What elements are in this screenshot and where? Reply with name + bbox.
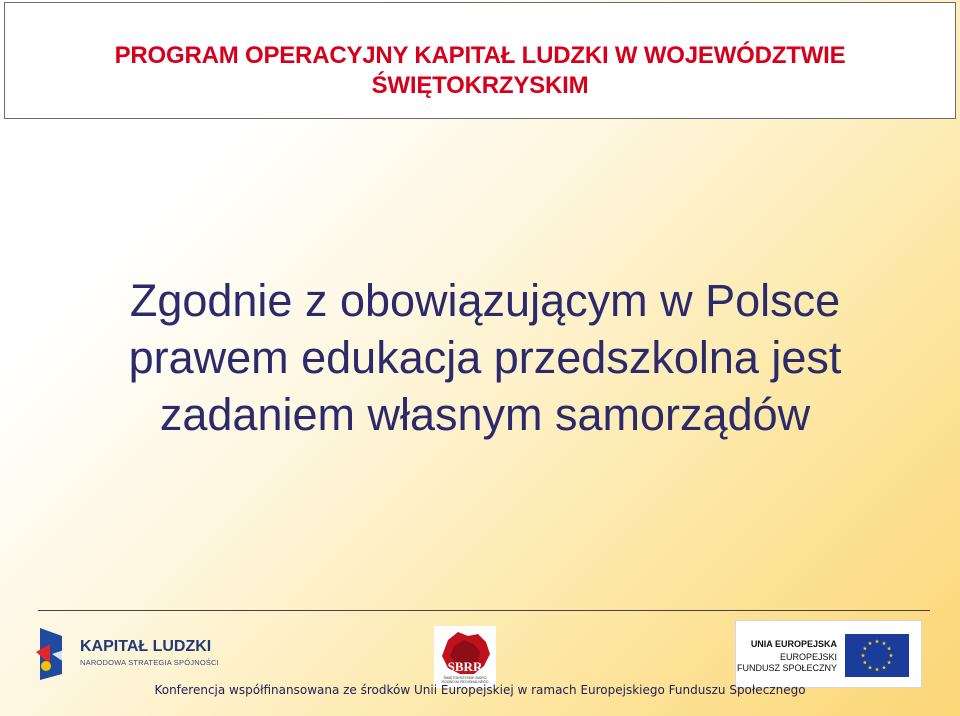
eu-name: UNIA EUROPEJSKA <box>750 639 837 649</box>
kapital-ludzki-subtitle: NARODOWA STRATEGIA SPÓJNOŚCI <box>80 658 219 667</box>
eu-flag-icon <box>845 634 909 677</box>
main-line-2: prawem edukacja przedszkolna jest <box>128 332 842 383</box>
header-box <box>4 2 956 119</box>
footer-divider <box>38 610 930 611</box>
slide-title <box>5 3 955 101</box>
title-line-1: PROGRAM OPERACYJNY KAPITAŁ LUDZKI W WOJEWÓDZTWIE <box>114 42 846 69</box>
footer-note: Konferencja współfinansowana ze środków Unii Europejskiej w ramach Europejskiego Funduszu Społecznego <box>154 683 806 697</box>
sbrr-name: SBRR <box>447 659 483 674</box>
eu-fund-line-1: EUROPEJSKI <box>779 652 837 662</box>
kapital-ludzki-name: KAPITAŁ LUDZKI <box>80 638 212 655</box>
kapital-ludzki-logo <box>34 622 219 682</box>
eu-logo <box>735 620 922 688</box>
eu-fund-line-2: FUNDUSZ SPOŁECZNY <box>736 663 837 673</box>
sbrr-logo <box>434 626 496 688</box>
main-line-3: zadaniem własnym samorządów <box>159 389 811 440</box>
sbrr-subtitle-2: ROZWOJU REGIONALNEGO <box>441 680 489 684</box>
sbrr-subtitle-1: ŚWIĘTOKRZYSKIE BIURO <box>443 676 487 680</box>
kapital-ludzki-emblem-icon <box>34 624 74 682</box>
title-line-2: ŚWIĘTOKRZYSKIM <box>371 72 589 99</box>
main-line-1: Zgodnie z obowiązującym w Polsce <box>129 275 841 326</box>
main-statement <box>50 272 920 443</box>
